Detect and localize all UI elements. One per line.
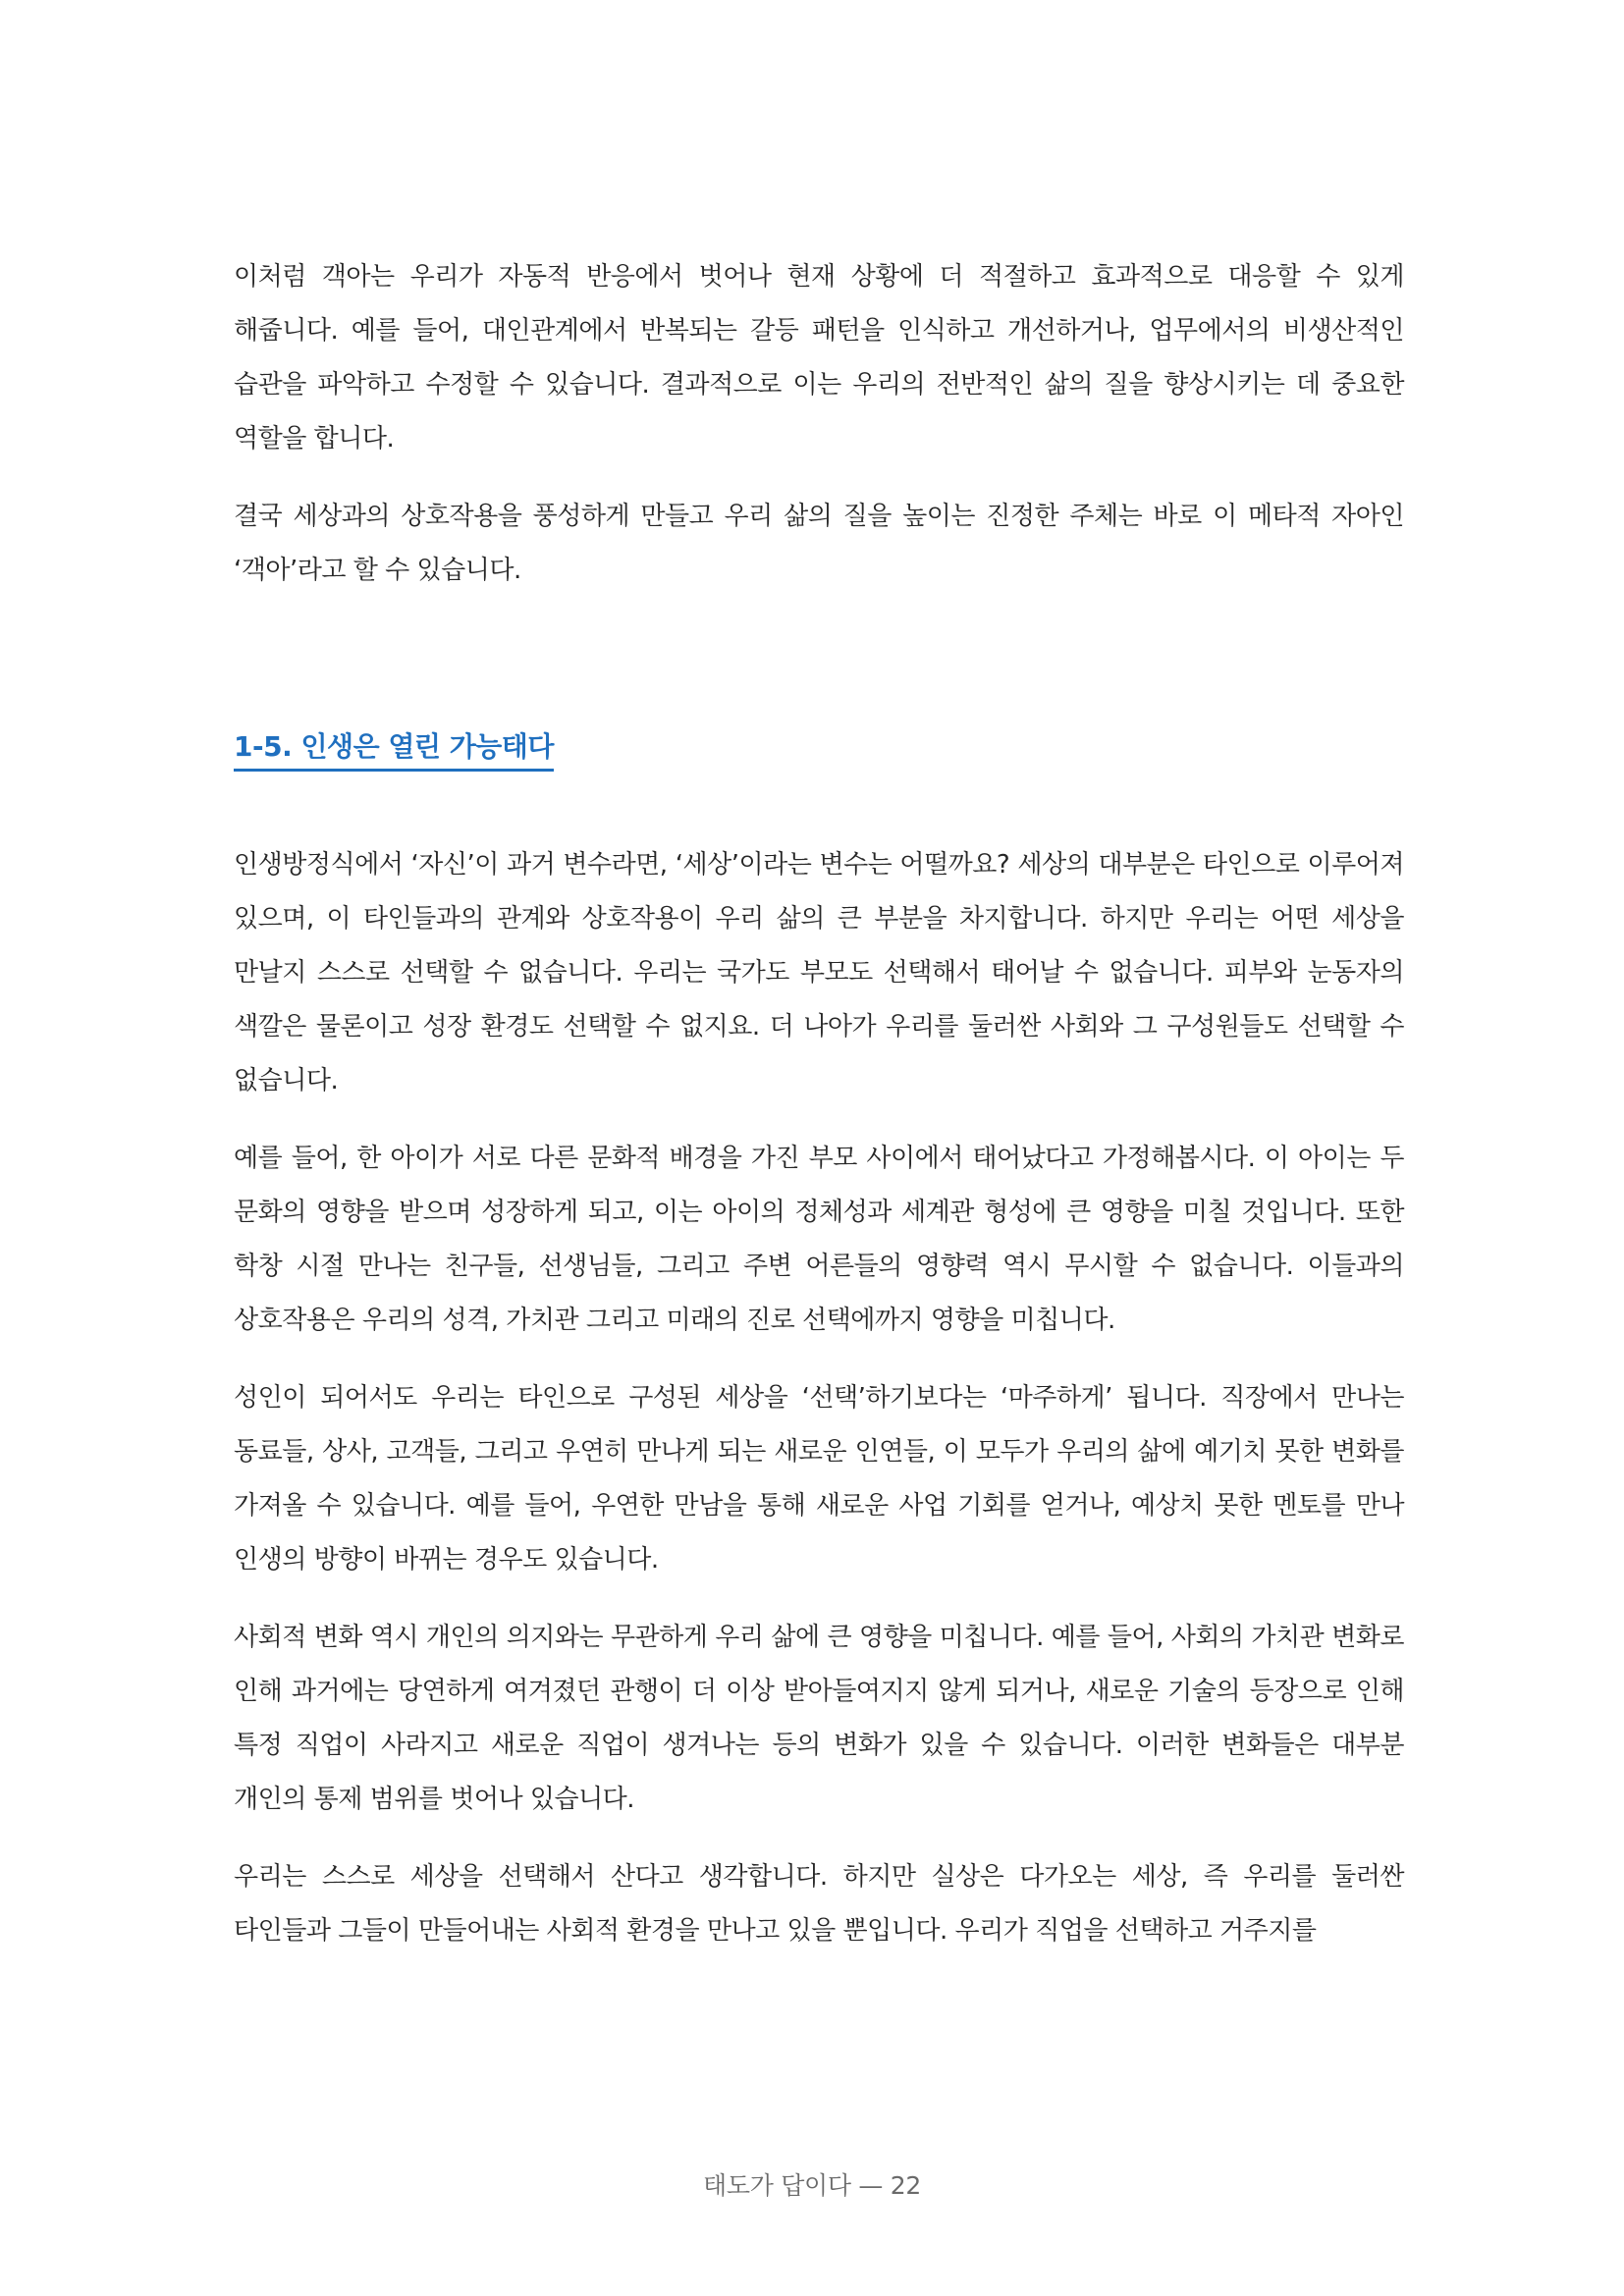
page-footer bbox=[0, 2166, 1624, 2202]
spacer bbox=[234, 621, 1404, 727]
paragraph: 성인이 되어서도 우리는 타인으로 구성된 세상을 ‘선택’하기보다는 ‘마주하게’ 됩니다. 직장에서 만나는 동료들, 상사, 고객들, 그리고 우연히 만나게 되는 새로운 인연들, 이 모두가 우리의 삶에 예기치 못한 변화를 가져올 수 있습니다. 예를 들어, 우연한 만남을 통해 새로운 사업 기회를 얻거나, 예상치 못한 멘토를 만나 인생의 방향이 바뀌는 경우도 있습니다. bbox=[234, 1383, 1404, 1575]
spacer bbox=[234, 772, 1404, 838]
footer-page-number: 22 bbox=[890, 2171, 921, 2200]
body-content bbox=[234, 250, 1404, 1982]
paragraph: 결국 세상과의 상호작용을 풍성하게 만들고 우리 삶의 질을 높이는 진정한 주체는 바로 이 메타적 자아인 ‘객아’라고 할 수 있습니다. bbox=[234, 502, 1404, 585]
footer-separator: — bbox=[858, 2171, 884, 2200]
paragraph: 우리는 스스로 세상을 선택해서 산다고 생각합니다. 하지만 실상은 다가오는 세상, 즉 우리를 둘러싼 타인들과 그들이 만들어내는 사회적 환경을 만나고 있을 뿐입니다. 우리가 직업을 선택하고 거주지를 bbox=[234, 1862, 1404, 1946]
paragraph: 이처럼 객아는 우리가 자동적 반응에서 벗어나 현재 상황에 더 적절하고 효과적으로 대응할 수 있게 해줍니다. 예를 들어, 대인관계에서 반복되는 갈등 패턴을 인식하고 개선하거나, 업무에서의 비생산적인 습관을 파악하고 수정할 수 있습니다. 결과적으로 이는 우리의 전반적인 삶의 질을 향상시키는 데 중요한 역할을 합니다. bbox=[234, 262, 1404, 454]
paragraph: 인생방정식에서 ‘자신’이 과거 변수라면, ‘세상’이라는 변수는 어떨까요? 세상의 대부분은 타인으로 이루어져 있으며, 이 타인들과의 관계와 상호작용이 우리 삶의 큰 부분을 차지합니다. 하지만 우리는 어떤 세상을 만날지 스스로 선택할 수 없습니다. 우리는 국가도 부모도 선택해서 태어날 수 없습니다. 피부와 눈동자의 색깔은 물론이고 성장 환경도 선택할 수 없지요. 더 나아가 우리를 둘러싼 사회와 그 구성원들도 선택할 수 없습니다. bbox=[234, 850, 1404, 1095]
paragraph: 사회적 변화 역시 개인의 의지와는 무관하게 우리 삶에 큰 영향을 미칩니다. 예를 들어, 사회의 가치관 변화로 인해 과거에는 당연하게 여겨졌던 관행이 더 이상 받아들여지지 않게 되거나, 새로운 기술의 등장으로 인해 특정 직업이 사라지고 새로운 직업이 생겨나는 등의 변화가 있을 수 있습니다. 이러한 변화들은 대부분 개인의 통제 범위를 벗어나 있습니다. bbox=[234, 1623, 1404, 1814]
section-heading: 1-5. 인생은 열린 가능태다 bbox=[234, 727, 554, 772]
paragraph: 예를 들어, 한 아이가 서로 다른 문화적 배경을 가진 부모 사이에서 태어났다고 가정해봅시다. 이 아이는 두 문화의 영향을 받으며 성장하게 되고, 이는 아이의 정체성과 세계관 형성에 큰 영향을 미칠 것입니다. 또한 학창 시절 만나는 친구들, 선생님들, 그리고 주변 어른들의 영향력 역시 무시할 수 없습니다. 이들과의 상호작용은 우리의 성격, 가치관 그리고 미래의 진로 선택에까지 영향을 미칩니다. bbox=[234, 1144, 1404, 1335]
footer-book-title: 태도가 답이다 bbox=[703, 2171, 851, 2200]
